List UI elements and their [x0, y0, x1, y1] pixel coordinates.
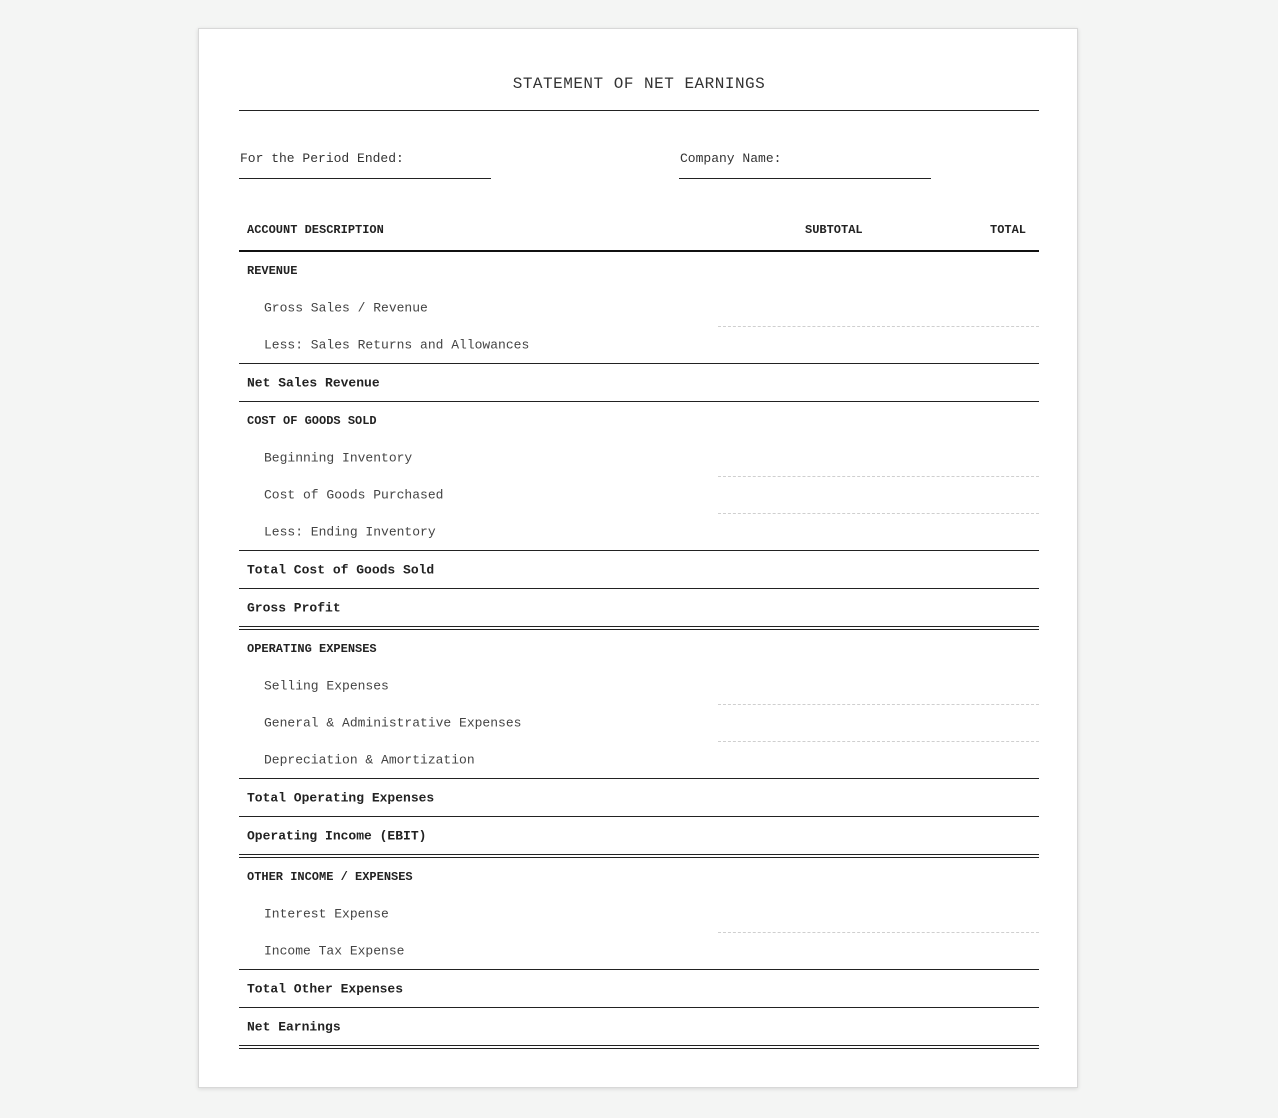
line-item-general-admin: [239, 704, 1039, 741]
total-label: Total Cost of Goods Sold: [247, 562, 435, 577]
header-account-description: ACCOUNT DESCRIPTION: [247, 223, 384, 237]
line-item-ending-inventory: [239, 513, 1039, 550]
total-label: Net Earnings: [247, 1019, 341, 1034]
line-item-label: General & Administrative Expenses: [264, 715, 522, 730]
header-total: TOTAL: [990, 223, 1027, 237]
title-divider: [239, 110, 1039, 111]
line-item-label: Depreciation & Amortization: [264, 752, 475, 767]
line-item-label: Interest Expense: [264, 906, 389, 921]
line-item-goods-purchased: [239, 476, 1039, 513]
total-label: Gross Profit: [247, 600, 341, 615]
company-name-label: Company Name:: [680, 151, 782, 166]
total-label: Net Sales Revenue: [247, 375, 380, 390]
section-revenue: [239, 252, 1039, 289]
total-operating-income: [239, 817, 1039, 854]
total-label: Total Other Expenses: [247, 981, 404, 996]
section-label: COST OF GOODS SOLD: [247, 413, 377, 428]
total-net-earnings: [239, 1008, 1039, 1045]
header-subtotal: SUBTOTAL: [805, 223, 863, 237]
line-item-income-tax: [239, 932, 1039, 969]
line-item-label: Income Tax Expense: [264, 943, 405, 958]
line-item-label: Gross Sales / Revenue: [264, 300, 428, 315]
double-divider: [239, 1045, 1039, 1049]
line-item-label: Selling Expenses: [264, 678, 389, 693]
total-net-sales-revenue: [239, 364, 1039, 401]
document-title: STATEMENT OF NET EARNINGS: [512, 75, 766, 93]
total-gross-profit: [239, 589, 1039, 626]
line-item-gross-sales: [239, 289, 1039, 326]
period-ended-label: For the Period Ended:: [240, 151, 404, 166]
line-item-label: Cost of Goods Purchased: [264, 487, 444, 502]
company-name-field[interactable]: [679, 178, 931, 179]
total-operating-expenses: [239, 779, 1039, 816]
section-label: OTHER INCOME / EXPENSES: [247, 869, 413, 884]
line-item-beginning-inventory: [239, 439, 1039, 476]
total-label: Total Operating Expenses: [247, 790, 435, 805]
line-item-selling-expenses: [239, 667, 1039, 704]
section-cogs: [239, 402, 1039, 439]
total-label: Operating Income (EBIT): [247, 828, 427, 843]
section-label: OPERATING EXPENSES: [247, 641, 377, 656]
line-item-label: Less: Sales Returns and Allowances: [264, 337, 530, 352]
statement-sheet: [198, 28, 1078, 1088]
section-operating-expenses: [239, 630, 1039, 667]
section-label: REVENUE: [247, 263, 298, 278]
line-item-label: Beginning Inventory: [264, 450, 413, 465]
section-other-income-expenses: [239, 858, 1039, 895]
line-item-sales-returns: [239, 326, 1039, 363]
total-other-expenses: [239, 970, 1039, 1007]
line-item-depreciation: [239, 741, 1039, 778]
line-item-label: Less: Ending Inventory: [264, 524, 436, 539]
line-item-interest-expense: [239, 895, 1039, 932]
period-ended-field[interactable]: [239, 178, 491, 179]
total-cost-of-goods-sold: [239, 551, 1039, 588]
